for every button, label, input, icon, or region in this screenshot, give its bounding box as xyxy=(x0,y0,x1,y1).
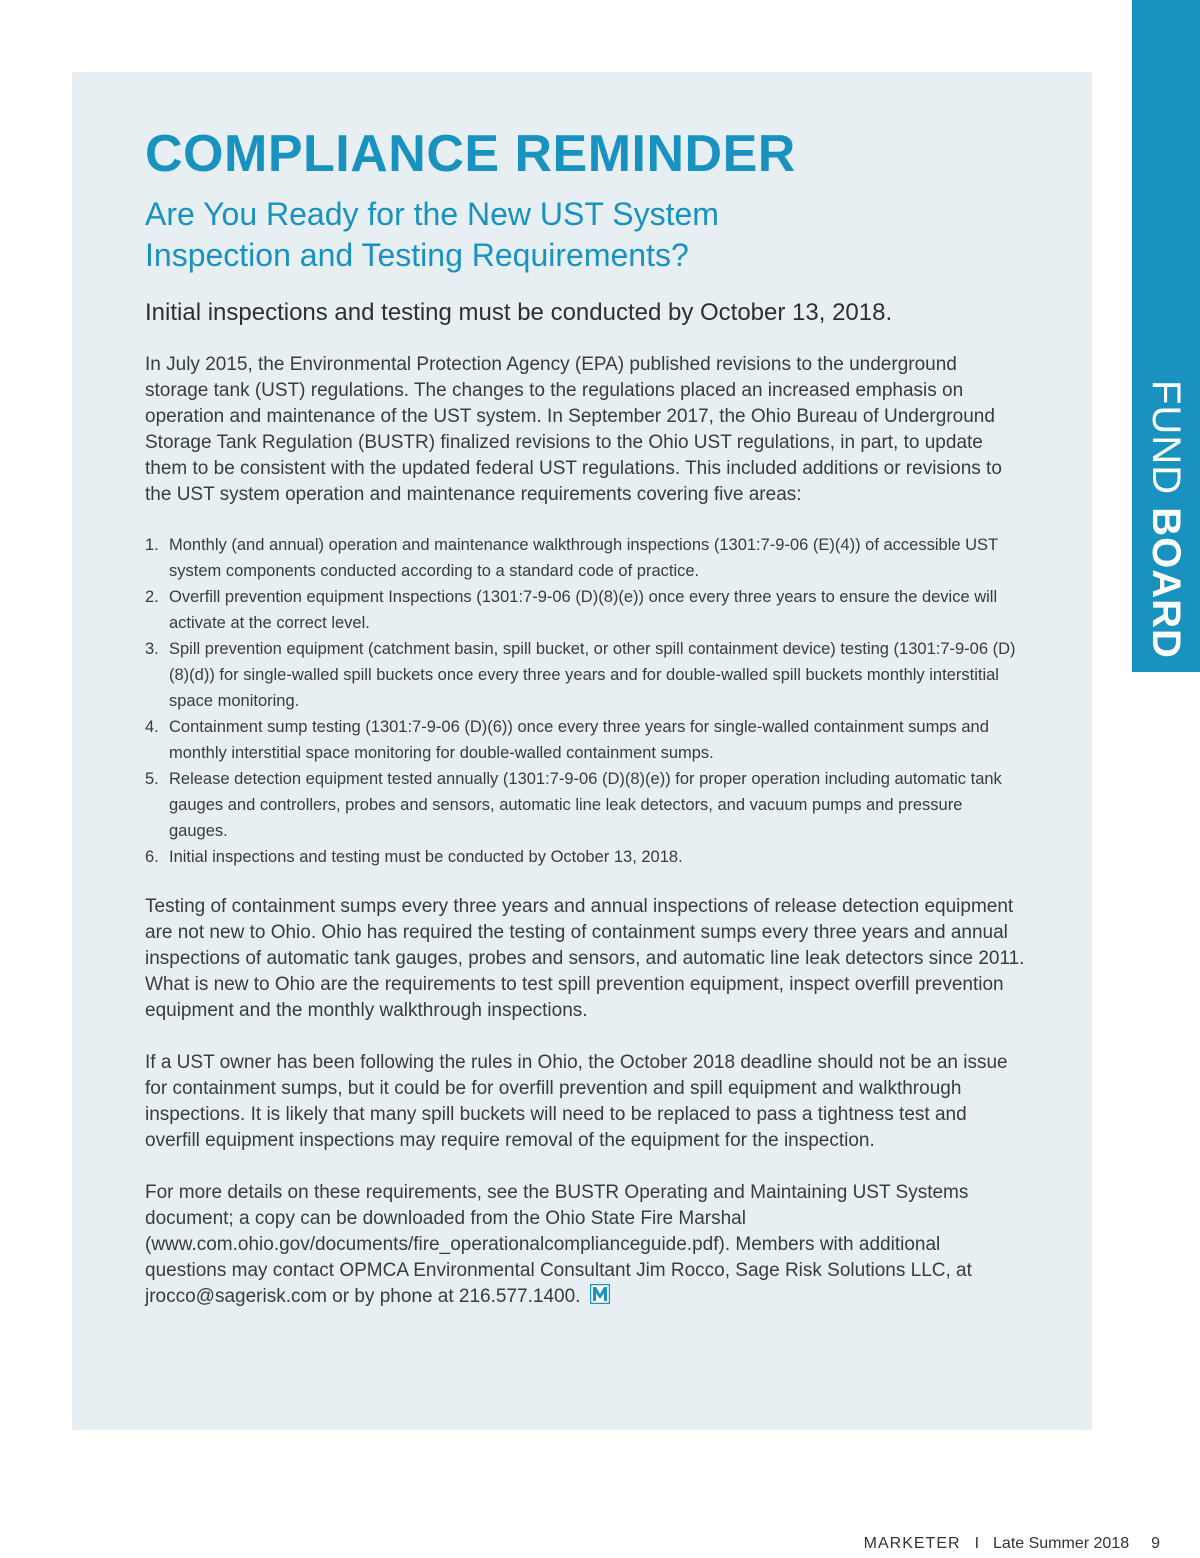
list-item-number: 3. xyxy=(145,640,159,658)
body-paragraph-4 xyxy=(145,1180,1025,1310)
footer-brand: MARKETER xyxy=(863,1535,961,1552)
article-subtitle xyxy=(145,194,1025,276)
page-footer xyxy=(864,1534,1160,1554)
list-item-number: 2. xyxy=(145,588,159,606)
list-item-text: Release detection equipment tested annually (1301:7-9-06 (D)(8)(e)) for proper operation including automatic tank gauges and controllers, probes and sensors, automatic line leak detectors, and vacuum pumps and pressure gauges. xyxy=(169,770,1002,840)
subtitle-line-1: Are You Ready for the New UST System xyxy=(145,196,719,232)
list-item-text: Spill prevention equipment (catchment basin, spill bucket, or other spill containment device) testing (1301:7-9-06 (D)(8)(d)) for single-walled spill buckets once every three years and for double-walled spill buckets monthly interstitial space monitoring. xyxy=(169,640,1016,710)
list-item-text: Initial inspections and testing must be conducted by October 13, 2018. xyxy=(169,848,683,866)
body-paragraph-3: If a UST owner has been following the rules in Ohio, the October 2018 deadline should not be an issue for containment sumps, but it could be for overfill prevention and spill equipment and walkthrough inspections. It is likely that many spill buckets will need to be replaced to pass a tightness test and overfill equipment inspections may require removal of the equipment for the inspection. xyxy=(145,1052,1008,1151)
list-item-number: 5. xyxy=(145,770,159,788)
article-title: COMPLIANCE REMINDER xyxy=(145,125,796,183)
list-item-text: Overfill prevention equipment Inspections (1301:7-9-06 (D)(8)(e)) once every three years to ensure the device will activate at the correct level. xyxy=(169,588,998,632)
subtitle-line-2: Inspection and Testing Requirements? xyxy=(145,237,689,273)
requirements-list xyxy=(145,532,1025,870)
list-item xyxy=(145,532,1025,584)
list-item-number: 6. xyxy=(145,848,159,866)
list-item xyxy=(145,766,1025,844)
list-item-text: Monthly (and annual) operation and maintenance walkthrough inspections (1301:7-9-06 (E)(4)) of accessible UST system components conducted according to a standard code of practice. xyxy=(169,536,998,580)
list-item-number: 4. xyxy=(145,718,159,736)
footer-issue: Late Summer 2018 xyxy=(993,1535,1130,1552)
side-tab-light-text: FUND xyxy=(1144,380,1188,508)
footer-separator: I xyxy=(974,1535,980,1552)
marketer-m-logo-icon xyxy=(590,1284,610,1304)
list-item-text: Containment sump testing (1301:7-9-06 (D)(6)) once every three years for single-walled containment sumps and monthly interstitial space monitoring for double-walled containment sumps. xyxy=(169,718,989,762)
section-side-tab-label xyxy=(1142,380,1190,659)
footer-page-number: 9 xyxy=(1151,1535,1160,1552)
side-tab-bold-text: BOARD xyxy=(1144,507,1188,659)
intro-paragraph: In July 2015, the Environmental Protection Agency (EPA) published revisions to the underground storage tank (UST) regulations. The changes to the regulations placed an increased emphasis on operation and maintenance of the UST system. In September 2017, the Ohio Bureau of Underground Storage Tank Regulation (BUSTR) finalized revisions to the Ohio UST regulations, in part, to update them to be consistent with the updated federal UST regulations. This included additions or revisions to the UST system operation and maintenance requirements covering five areas: xyxy=(145,354,1002,505)
list-item xyxy=(145,714,1025,766)
body-paragraph-2: Testing of containment sumps every three years and annual inspections of release detection equipment are not new to Ohio. Ohio has required the testing of containment sumps every three years and annual inspections of automatic tank gauges, probes and sensors, and automatic line leak detectors since 2011. What is new to Ohio are the requirements to test spill prevention equipment, inspect overfill prevention equipment and the monthly walkthrough inspections. xyxy=(145,896,1025,1021)
body-paragraph-4-text: For more details on these requirements, see the BUSTR Operating and Maintaining UST Systems document; a copy can be downloaded from the Ohio State Fire Marshal (www.com.ohio.gov/documents/fire_operationalcomplianceguide.pdf). Members with additional questions may contact OPMCA Environmental Consultant Jim Rocco, Sage Risk Solutions LLC, at jrocco@sagerisk.com or by phone at 216.577.1400. xyxy=(145,1182,972,1307)
list-item xyxy=(145,636,1025,714)
deadline-statement: Initial inspections and testing must be conducted by October 13, 2018. xyxy=(145,299,893,326)
list-item-number: 1. xyxy=(145,536,159,554)
article-content xyxy=(145,124,1025,1310)
list-item xyxy=(145,844,1025,870)
list-item xyxy=(145,584,1025,636)
